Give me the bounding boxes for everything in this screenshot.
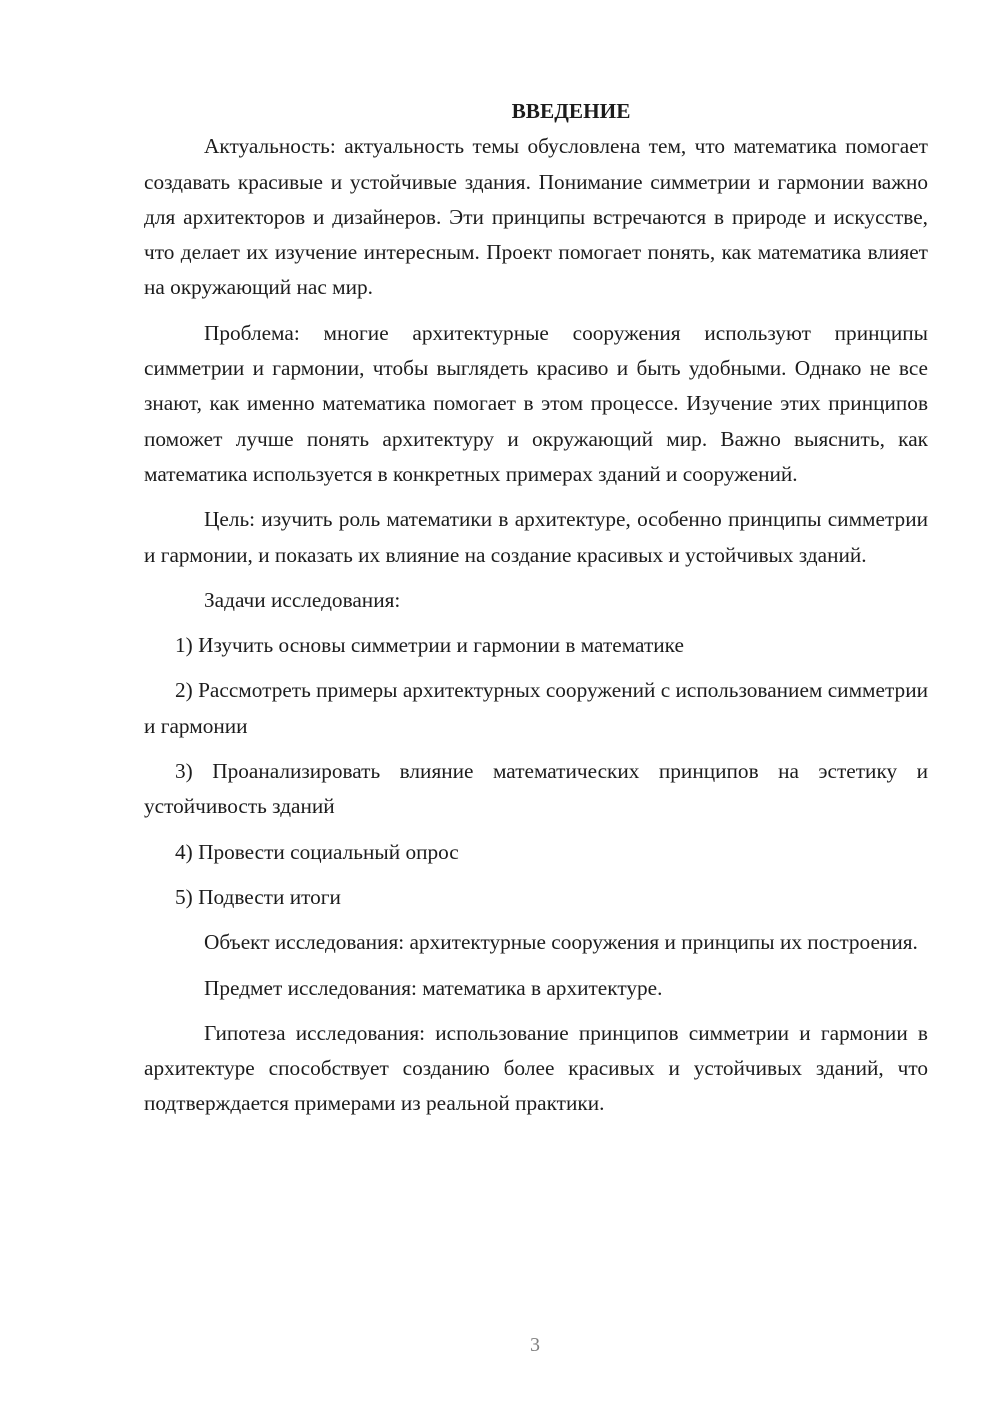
goal-paragraph: Цель: изучить роль математики в архитектуре, особенно принципы симметрии и гармонии, и показать их влияние на создание красивых и устойчивых зданий.	[144, 507, 928, 567]
problem-paragraph: Проблема: многие архитектурные сооружения используют принципы симметрии и гармонии, чтобы выглядеть красиво и быть удобными. Однако не все знают, как именно математика помогает в этом процессе. Изучение этих принципов поможет лучше понять архитектуру и окружающий мир. Важно выяснить, как математика используется в конкретных примерах зданий и сооружений.	[144, 320, 928, 486]
section-title: ВВЕДЕНИЕ	[511, 99, 631, 123]
subject-paragraph: Предмет исследования: математика в архитектуре.	[204, 975, 663, 1000]
relevance-paragraph: Актуальность: актуальность темы обусловлена тем, что математика помогает создавать красивые и устойчивые здания. Понимание симметрии и гармонии важно для архитекторов и дизайнеров. Эти принципы встречаются в природе и искусстве, что делает их изучение интересным. Проект помогает понять, как математика влияет на окружающий нас мир.	[144, 134, 928, 300]
hypothesis-paragraph: Гипотеза исследования: использование принципов симметрии и гармонии в архитектуре способствует созданию более красивых и устойчивых зданий, что подтверждается примерами из реальной практики.	[144, 1020, 928, 1116]
page-number: 3	[530, 1334, 540, 1356]
task-item-5: 5) Подвести итоги	[175, 884, 341, 909]
task-item-4: 4) Провести социальный опрос	[175, 839, 459, 864]
task-item-2: 2) Рассмотреть примеры архитектурных сооружений с использованием симметрии и гармонии	[144, 678, 928, 738]
task-item-1: 1) Изучить основы симметрии и гармонии в математике	[175, 633, 684, 658]
task-item-3: 3) Проанализировать влияние математических принципов на эстетику и устойчивость зданий	[144, 759, 928, 819]
tasks-heading: Задачи исследования:	[204, 587, 401, 612]
object-paragraph: Объект исследования: архитектурные сооружения и принципы их построения.	[204, 930, 918, 955]
document-page	[144, 94, 928, 1122]
